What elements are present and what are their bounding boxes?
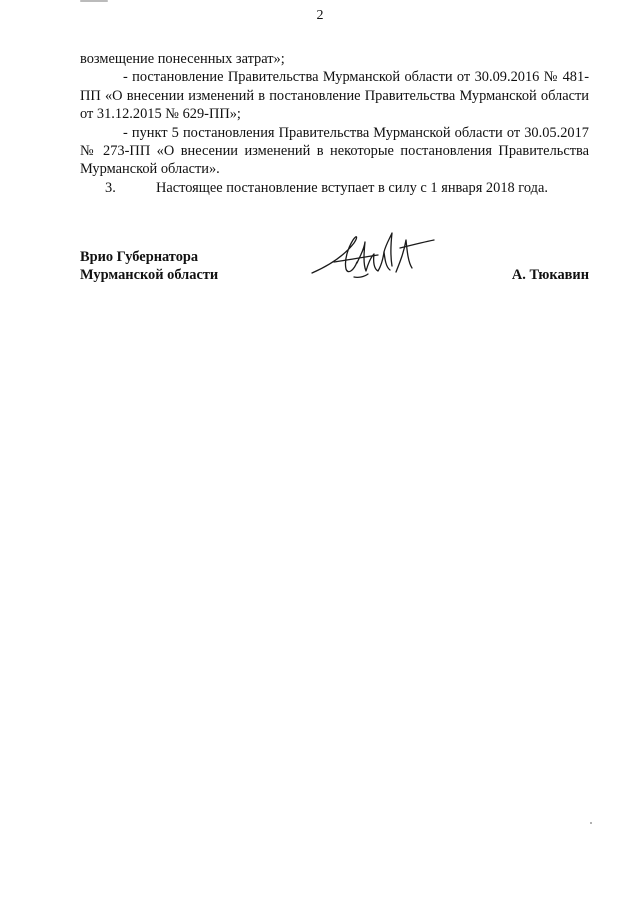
signatory-title-line-2: Мурманской области	[80, 267, 219, 284]
scan-dot	[590, 822, 592, 824]
paragraph-list-item-1: - постановление Правительства Мурманской области от 30.09.2016 № 481-ПП «О внесении изменений в постановление Правительства Мурманской области от 31.12.2015 № 629-ПП»;	[80, 69, 589, 123]
document-body	[80, 50, 589, 197]
item-number: 3.	[105, 179, 116, 196]
numbered-item-3	[80, 179, 589, 197]
signatory-title-line-1: Врио Губернатора	[80, 249, 199, 265]
handwritten-signature	[308, 226, 438, 286]
page-number: 2	[316, 8, 324, 23]
item-text: Настоящее постановление вступает в силу с 1 января 2018 года.	[156, 179, 548, 196]
paragraph-continuation: возмещение понесенных затрат»;	[80, 51, 285, 67]
scan-artifact	[80, 0, 108, 2]
paragraph-list-item-2: - пункт 5 постановления Правительства Мурманской области от 30.05.2017 № 273-ПП «О внесении изменений в некоторые постановления Правительства Мурманской области».	[80, 124, 589, 178]
signatory-name: А. Тюкавин	[511, 267, 589, 284]
signatory-title	[80, 248, 218, 285]
